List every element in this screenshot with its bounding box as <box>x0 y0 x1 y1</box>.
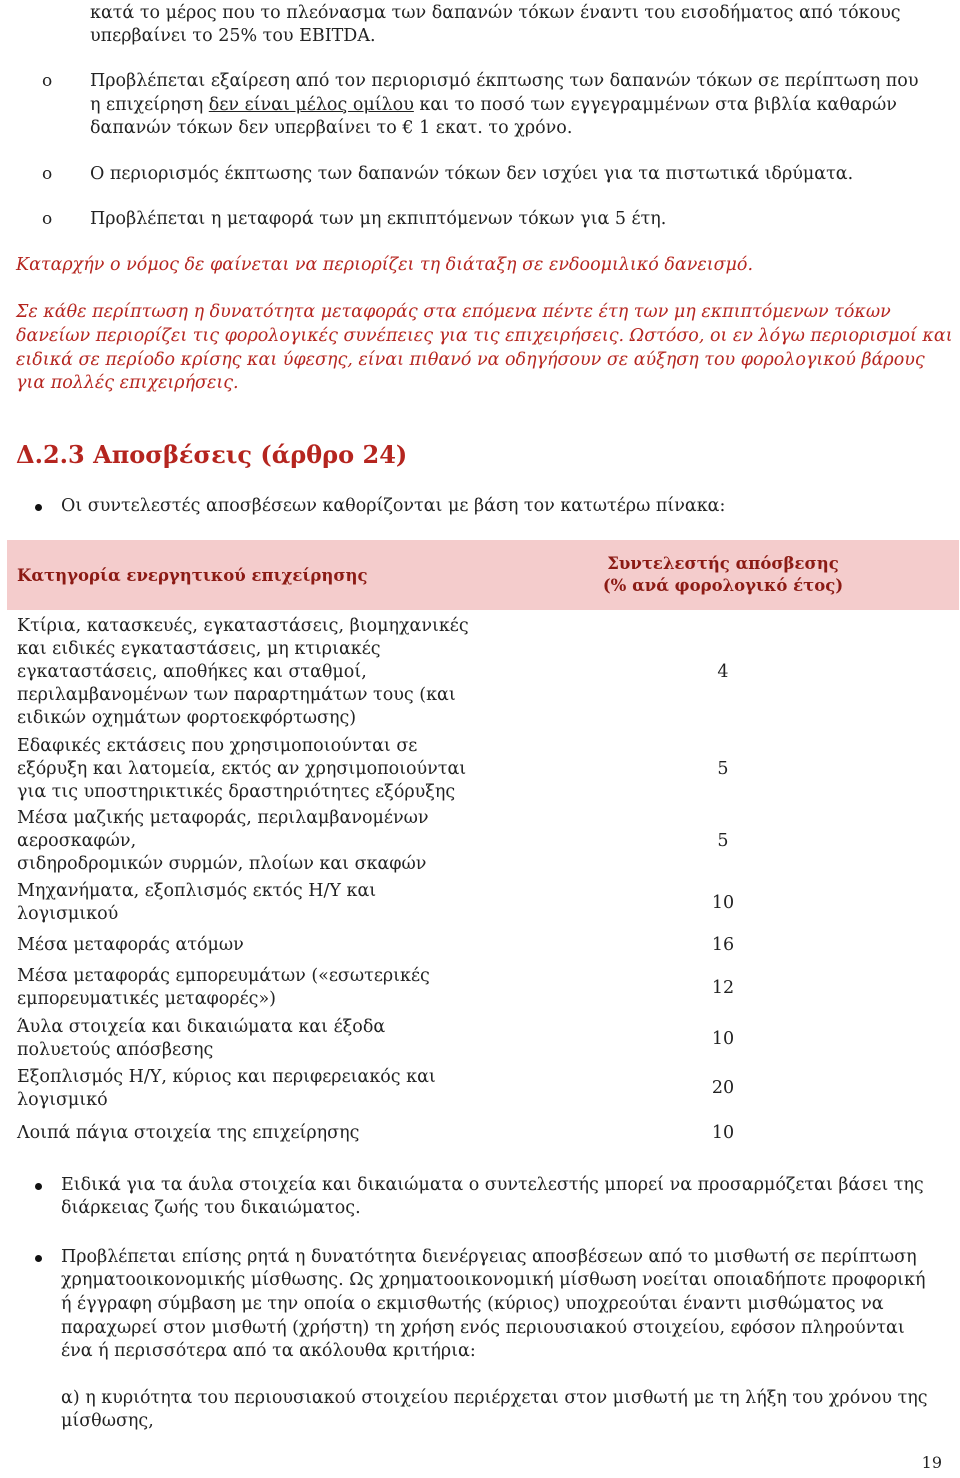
header-rate <box>487 540 959 610</box>
category-cell <box>7 1014 487 1064</box>
table-row <box>7 805 959 877</box>
category-line: εγκαταστάσεις, αποθήκες και σταθμοί, <box>17 661 367 682</box>
category-line: Εδαφικές εκτάσεις που χρησιμοποιούνται σε <box>17 736 418 756</box>
commentary-line: Καταρχήν ο νόμος δε φαίνεται να περιορίζει τη διάταξη σε ενδοομιλικό δανεισμό. <box>16 255 754 275</box>
table-row <box>7 929 959 962</box>
paragraph-line: ένα ή περισσότερα από τα ακόλουθα κριτήρια: <box>61 1341 476 1361</box>
table-row <box>7 877 959 929</box>
sub-bullet-line: δαπανών τόκων δεν υπερβαίνει το € 1 εκατ. το χρόνο. <box>90 118 573 138</box>
intro-text: Οι συντελεστές αποσβέσεων καθορίζονται με βάση τον κατωτέρω πίνακα: <box>61 496 726 516</box>
category-line: εμπορευματικές μεταφορές») <box>17 989 276 1009</box>
paragraph-line: παραχωρεί στον μισθωτή (χρήστη) τη χρήση ενός περιουσιακού στοιχείου, εφόσον πληρούνται <box>61 1318 905 1338</box>
table-row <box>7 734 959 805</box>
commentary-line: ειδικά σε περίοδο κρίσης και ύφεσης, είναι πιθανό να οδηγήσουν σε αύξηση του φορολογικού βάρους <box>16 350 925 370</box>
paragraph-line: Προβλέπεται επίσης ρητά η δυνατότητα διενέργειας αποσβέσεων από το μισθωτή σε περίπτωση <box>61 1247 917 1267</box>
paragraph-line: χρηματοοικονομικής μίσθωσης. Ως χρηματοοικονομική μίσθωση νοείται οποιαδήποτε προφορική <box>61 1270 926 1290</box>
category-cell <box>7 805 487 877</box>
rate-cell: 12 <box>711 977 735 998</box>
sub-bullet-line: Προβλέπεται η μεταφορά των μη εκπιπτόμενων τόκων για 5 έτη. <box>90 209 667 229</box>
paragraph-line: κατά το μέρος που το πλεόνασμα των δαπανών τόκων έναντι του εισοδήματος από τόκους <box>90 3 901 23</box>
rate-cell: 10 <box>711 1122 735 1143</box>
bullet-icon <box>35 1255 42 1262</box>
text-span: και το ποσό των εγγεγραμμένων στα βιβλία καθαρών <box>413 95 897 115</box>
category-cell <box>7 877 487 929</box>
table-row <box>7 1113 959 1153</box>
sub-bullet-line: Ο περιορισμός έκπτωσης των δαπανών τόκων δεν ισχύει για τα πιστωτικά ιδρύματα. <box>90 164 854 184</box>
category-line: εξόρυξη και λατομεία, εκτός αν χρησιμοποιούνται <box>17 759 467 779</box>
category-line: Μέσα μεταφοράς εμπορευμάτων («εσωτερικές <box>17 966 430 986</box>
category-line: Άυλα στοιχεία και δικαιώματα και έξοδα <box>17 1017 386 1037</box>
category-cell <box>7 929 487 962</box>
rate-cell: 16 <box>711 935 735 955</box>
rate-cell: 10 <box>711 892 735 913</box>
bullet-icon <box>35 504 42 511</box>
category-line: περιλαμβανομένων των παραρτημάτων τους (και <box>17 684 456 705</box>
header-category: Κατηγορία ενεργητικού επιχείρησης <box>7 540 487 610</box>
category-line: Μέσα μαζικής μεταφοράς, περιλαμβανομένων <box>17 807 429 828</box>
sub-bullet-marker: o <box>42 71 53 91</box>
depreciation-table <box>7 540 959 1153</box>
category-line: λογισμικού <box>17 904 119 924</box>
category-line: σιδηροδρομικών συρμών, πλοίων και σκαφών <box>17 853 427 874</box>
header-rate-line: Συντελεστής απόσβεσης <box>607 554 839 573</box>
category-line: ειδικών οχημάτων φορτοεκφόρτωσης) <box>17 707 357 728</box>
category-line: Κτίρια, κατασκευές, εγκαταστάσεις, βιομηχανικές <box>17 615 469 636</box>
commentary-line: δανείων περιορίζει τις φορολογικές συνέπειες για τις επιχειρήσεις. Ωστόσο, οι εν λόγω περιορισμοί και <box>16 326 953 346</box>
text-span: η επιχείρηση <box>90 95 209 115</box>
category-cell <box>7 1113 487 1153</box>
section-heading: Δ.2.3 Αποσβέσεις (άρθρο 24) <box>16 440 408 469</box>
rate-cell: 10 <box>711 1028 735 1049</box>
rate-cell: 4 <box>717 661 729 682</box>
category-cell <box>7 1064 487 1113</box>
category-line: πολυετούς απόσβεσης <box>17 1040 214 1060</box>
category-line: λογισμικό <box>17 1089 108 1110</box>
table-row <box>7 962 959 1014</box>
rate-cell: 20 <box>711 1078 735 1098</box>
commentary-line: Σε κάθε περίπτωση η δυνατότητα μεταφοράς στα επόμενα πέντε έτη των μη εκπιπτόμενων τόκων <box>16 302 891 322</box>
category-line: αεροσκαφών, <box>17 830 137 851</box>
page-number: 19 <box>921 1453 942 1472</box>
sub-bullet-line: Προβλέπεται εξαίρεση από τον περιορισμό έκπτωσης των δαπανών τόκων σε περίπτωση που <box>90 71 919 91</box>
category-cell <box>7 610 487 734</box>
paragraph-line: ή έγγραφη σύμβαση με την οποία ο εκμισθωτής (κύριος) υποχρεούται έναντι μισθώματος να <box>61 1294 884 1314</box>
commentary-line: για πολλές επιχειρήσεις. <box>16 373 239 393</box>
category-line: Λοιπά πάγια στοιχεία της επιχείρησης <box>17 1122 360 1143</box>
rate-cell: 5 <box>717 759 729 779</box>
table-row <box>7 1064 959 1113</box>
category-cell <box>7 734 487 805</box>
category-line: και ειδικές εγκαταστάσεις, μη κτιριακές <box>17 638 381 659</box>
category-cell <box>7 962 487 1014</box>
table-header-row <box>7 540 959 610</box>
sub-bullet-marker: o <box>42 209 53 229</box>
paragraph-line: υπερβαίνει το 25% του EBITDA. <box>90 26 376 46</box>
sub-bullet-line <box>90 94 897 117</box>
category-line: Μέσα μεταφοράς ατόμων <box>17 935 244 955</box>
underlined-phrase: δεν είναι μέλος ομίλου <box>208 95 414 115</box>
category-line: Μηχανήματα, εξοπλισμός εκτός Η/Υ και <box>17 881 377 901</box>
rate-cell: 5 <box>717 830 729 851</box>
category-line: Εξοπλισμός Η/Υ, κύριος και περιφερειακός και <box>17 1066 436 1087</box>
paragraph-line: διάρκειας ζωής του δικαιώματος. <box>61 1198 361 1218</box>
bullet-icon <box>35 1183 42 1190</box>
sub-bullet-marker: o <box>42 164 53 184</box>
paragraph-line: Ειδικά για τα άυλα στοιχεία και δικαιώματα ο συντελεστής μπορεί να προσαρμόζεται βάσει της <box>61 1175 924 1195</box>
category-line: για τις υποστηρικτικές δραστηριότητες εξόρυξης <box>17 782 456 802</box>
criterion-line: α) η κυριότητα του περιουσιακού στοιχείου περιέρχεται στον μισθωτή με τη λήξη του χρόνου της <box>61 1388 928 1408</box>
header-rate-line: (% ανά φορολογικό έτος) <box>602 576 844 595</box>
criterion-line: μίσθωσης, <box>61 1411 154 1431</box>
table-row <box>7 610 959 734</box>
table-row <box>7 1014 959 1064</box>
